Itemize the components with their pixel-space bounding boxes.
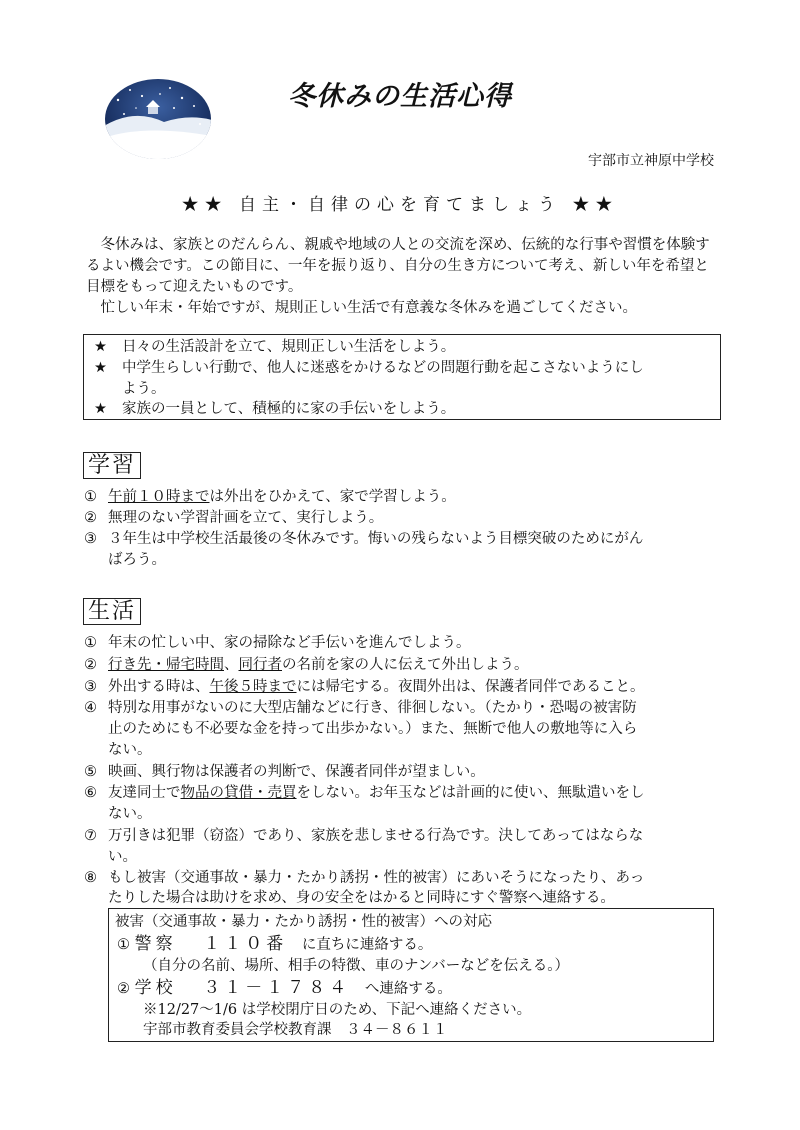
life-item: ⑦ 万引きは犯罪（窃盗）であり、家族を悲しませる行為です。決してあってはならな: [84, 828, 644, 844]
life-item-continued: い。: [108, 849, 137, 865]
school-label: 学校: [134, 978, 177, 998]
goal-item: ★ 家族の一員として、積極的に家の手伝いをしよう。: [94, 399, 455, 420]
life-item: ④ 特別な用事がないのに大型店舗などに行き、徘徊しない。（たかり・恐喝の被害防: [84, 700, 637, 716]
goals-box: [83, 334, 721, 420]
goal-item: ★ 日々の生活設計を立て、規則正しい生活をしよう。: [94, 337, 455, 358]
study-item: ① 午前１０時までは外出をひかえて、家で学習しよう。: [84, 489, 456, 505]
study-item-continued: ばろう。: [108, 552, 166, 568]
goal-item-continued: よう。: [122, 381, 166, 397]
police-label: 警察: [134, 934, 177, 954]
life-item: ③ 外出する時は、午後５時までには帰宅する。夜間外出は、保護者同伴であること。: [84, 679, 645, 695]
star-icon: ★: [94, 401, 107, 417]
life-item-continued: 止のためにも不必要な金を持って出歩かない。）また、無断で他人の敷地等に入ら: [108, 721, 638, 737]
goal-item: ★ 中学生らしい行動で、他人に迷惑をかけるなどの問題行動を起こさないようにし: [94, 358, 644, 379]
life-item-continued: たりした場合は助けを求め、身の安全をはかると同時にすぐ警察へ連絡する。: [108, 890, 615, 906]
page-title: 冬休みの生活心得: [288, 81, 512, 112]
life-heading: 生活: [83, 598, 141, 626]
police-number: １１０番: [203, 934, 288, 954]
intro-paragraph: 冬休みは、家族とのだんらん、親戚や地域の人との交流を深め、伝統的な行事や習慣を体験するよい機会です。この節目に、一年を振り返り、自分の生き方について考え、新しい年を希望と目標をもって迎えたいものです。: [86, 237, 710, 295]
star-icon: ★★: [572, 195, 619, 215]
star-icon: ★: [94, 339, 107, 355]
contact-heading: 被害（交通事故・暴力・たかり誘拐・性的被害）への対応: [115, 914, 492, 930]
contact-box: [108, 908, 714, 1042]
life-item-continued: ない。: [108, 742, 152, 758]
star-icon: ★★: [181, 195, 228, 215]
life-item: ⑥ 友達同士で物品の貸借・売買をしない。お年玉などは計画的に使い、無駄遣いをし: [84, 785, 645, 801]
life-item: ⑧ もし被害（交通事故・暴力・たかり誘拐・性的被害）にあいそうになったり、あっ: [84, 870, 645, 886]
life-item: ② 行き先・帰宅時間、同行者の名前を家の人に伝えて外出しよう。: [84, 657, 529, 673]
life-item: ① 年末の忙しい中、家の掃除など手伝いを進んでしよう。: [84, 635, 471, 651]
school-contact: ② 学校 ３１－１７８４ へ連絡する。: [117, 978, 452, 998]
study-item: ② 無理のない学習計画を立て、実行しよう。: [84, 510, 384, 526]
board-contact: 宇部市教育委員会学校教育課 ３４－８６１１: [143, 1022, 448, 1038]
star-icon: ★: [94, 360, 107, 376]
study-item: ③ ３年生は中学校生活最後の冬休みです。悔いの残らないよう目標突破のためにがん: [84, 531, 644, 547]
study-heading: 学習: [83, 452, 141, 480]
life-item: ⑤ 映画、興行物は保護者の判断で、保護者同伴が望ましい。: [84, 764, 485, 780]
motto-text: 自主・自律の心を育てましょう: [239, 195, 561, 215]
closure-note: ※12/27～1/6 は学校閉庁日のため、下記へ連絡ください。: [143, 1002, 532, 1018]
police-contact: ① 警察 １１０番 に直ちに連絡する。: [117, 934, 433, 954]
school-number: ３１－１７８４: [203, 978, 351, 998]
school-name: 宇部市立神原中学校: [588, 153, 714, 169]
life-item-continued: ない。: [108, 806, 152, 822]
motto: [0, 190, 800, 215]
intro-closing: 忙しい年末・年始ですが、規則正しい生活で有意義な冬休みを過ごしてください。: [100, 300, 637, 316]
police-note: （自分の名前、場所、相手の特徴、車のナンバーなどを伝える。）: [143, 958, 570, 974]
